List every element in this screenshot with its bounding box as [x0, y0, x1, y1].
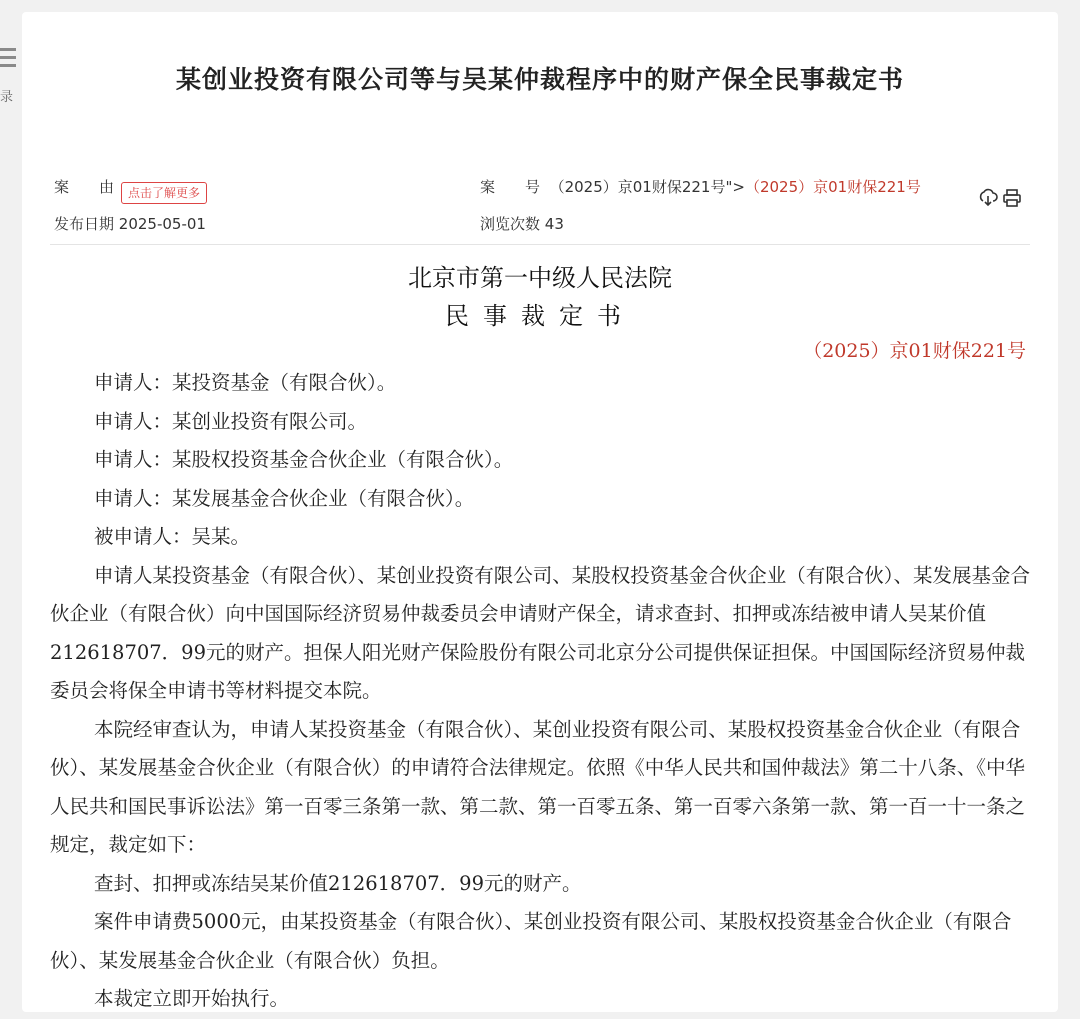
fee-paragraph: 案件申请费5000元，由某投资基金（有限合伙）、某创业投资有限公司、某股权投资基金合伙企业（有限合伙）、某发展基金合伙企业（有限合伙）负担。 [50, 910, 1012, 972]
header-divider [50, 244, 1030, 245]
publish-date-row [54, 213, 206, 234]
case-number-raw: （2025）京01财保221号"> [549, 178, 745, 196]
left-sidebar [0, 0, 20, 1000]
execution-line: 本裁定立即开始执行。 [94, 987, 290, 1010]
paragraph: 申请人某投资基金（有限合伙）、某创业投资有限公司、某股权投资基金合伙企业（有限合伙）、某发展基金合伙企业（有限合伙）向中国国际经济贸易仲裁委员会申请财产保全，请求查封、扣押或冻结被申请人吴某价值212618707．99元的财产。担保人阳光财产保险股份有限公司北京分公司提供保证担保。中国国际经济贸易仲裁委员会将保全申请书等材料提交本院。 [50, 563, 1031, 702]
party-line: 申请人：某股权投资基金合伙企业（有限合伙）。 [94, 448, 514, 471]
party-line: 申请人：某投资基金（有限合伙）。 [94, 371, 397, 394]
document-type: 民事裁定书 [445, 302, 635, 330]
cause-label: 案 由 [54, 178, 115, 196]
party-line: 申请人：某创业投资有限公司。 [94, 409, 368, 433]
views-label: 浏览次数 [480, 215, 541, 233]
court-name: 北京市第一中级人民法院 [408, 264, 672, 292]
views-row [480, 213, 564, 234]
publish-date: 2025-05-01 [118, 215, 206, 233]
paragraph: 本院经审查认为，申请人某投资基金（有限合伙）、某创业投资有限公司、某股权投资基金合伙企业（有限合伙）、某发展基金合伙企业（有限合伙）的申请符合法律规定。依照《中华人民共和国仲裁法》第二十八条、《中华人民共和国民事诉讼法》第一百零三条第一款、第二款、第一百零五条、第一百零六条第一款、第一百一十一条之规定，裁定如下： [50, 717, 1026, 856]
case-number-link[interactable]: （2025）京01财保221号 [744, 178, 921, 196]
menu-icon[interactable] [0, 48, 16, 72]
action-icons [978, 188, 1022, 208]
ruling: 查封、扣押或冻结吴某价值212618707．99元的财产。 [94, 871, 582, 895]
party-line: 申请人：某发展基金合伙企业（有限合伙）。 [94, 486, 475, 510]
sidebar-label[interactable]: 录 [0, 90, 14, 105]
publish-label: 发布日期 [54, 215, 115, 233]
document-case-number: （2025）京01财保221号 [803, 340, 1026, 362]
respondent-line: 被申请人：吴某。 [94, 525, 251, 548]
download-icon[interactable] [978, 188, 998, 208]
print-icon[interactable] [1002, 188, 1022, 208]
case-label: 案 号 [480, 178, 541, 196]
case-number-row [480, 176, 921, 197]
views-count: 43 [544, 215, 564, 233]
document-body [50, 364, 1040, 1019]
learn-more-button[interactable]: 点击了解更多 [121, 182, 207, 204]
page-title: 某创业投资有限公司等与吴某仲裁程序中的财产保全民事裁定书 [175, 65, 904, 94]
